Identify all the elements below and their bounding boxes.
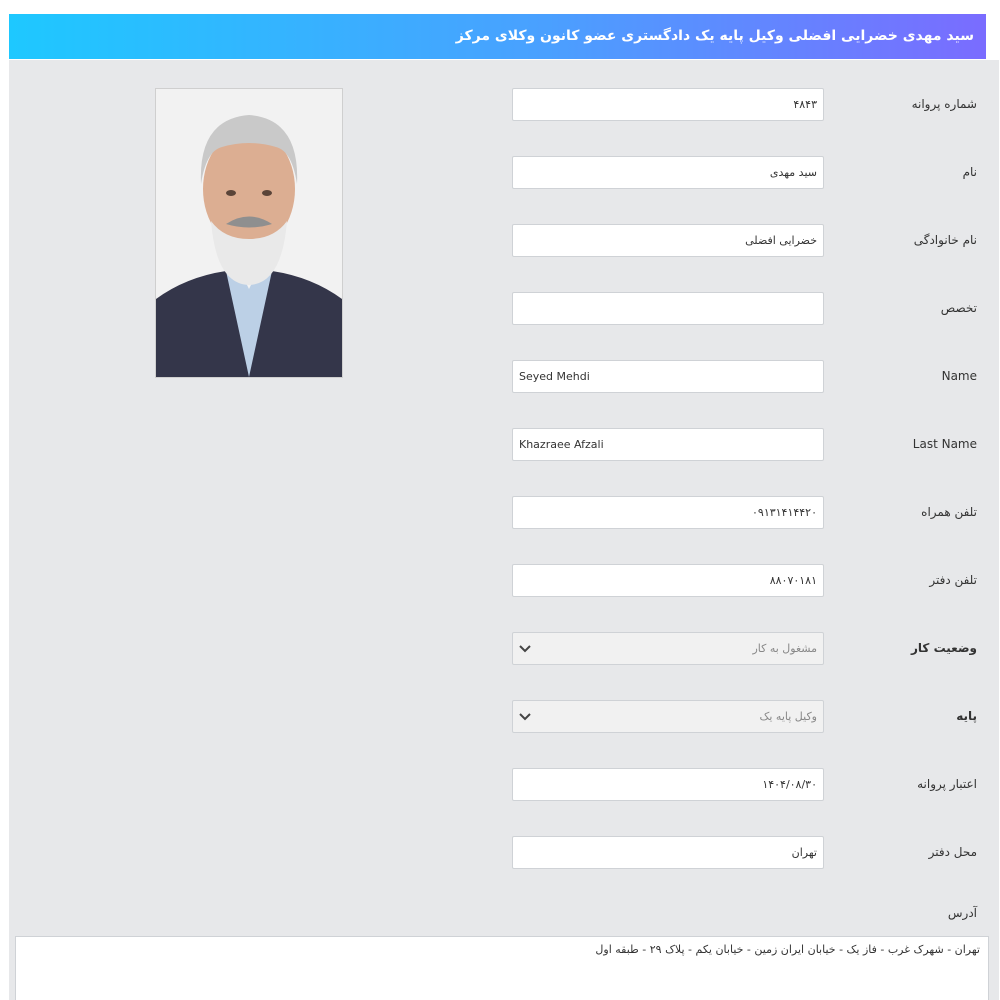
specialty-field[interactable]: [512, 292, 824, 325]
work-status-row: [9, 632, 999, 665]
address-textarea[interactable]: تهران - شهرک غرب - فاز یک - خیابان ایران زمین - خیابان یکم - پلاک ۲۹ - طبقه اول: [15, 936, 989, 1000]
name-en-field[interactable]: Seyed Mehdi: [512, 360, 824, 393]
grade-value: وکیل پایه یک: [759, 710, 817, 723]
last-name-label: نام خانوادگی: [913, 233, 977, 247]
mobile-row: [9, 496, 999, 529]
last-name-en-row: [9, 428, 999, 461]
name-en-label: Name: [941, 369, 977, 383]
last-name-en-field[interactable]: Khazraee Afzali: [512, 428, 824, 461]
license-validity-label: اعتبار پروانه: [917, 777, 977, 791]
work-status-label: وضعیت کار: [911, 641, 977, 655]
office-phone-label: تلفن دفتر: [929, 573, 977, 587]
license-number-label: شماره پروانه: [911, 97, 977, 111]
specialty-row: [9, 292, 999, 325]
specialty-label: تخصص: [940, 301, 977, 315]
office-location-label: محل دفتر: [928, 845, 977, 859]
office-phone-row: [9, 564, 999, 597]
page-title: سید مهدی خضرایی افضلی وکیل پایه یک دادگستری عضو کانون وکلای مرکز: [9, 14, 986, 59]
last-name-row: [9, 224, 999, 257]
office-phone-field[interactable]: ۸۸۰۷۰۱۸۱: [512, 564, 824, 597]
office-location-field[interactable]: تهران: [512, 836, 824, 869]
mobile-field[interactable]: ۰۹۱۳۱۴۱۴۴۲۰: [512, 496, 824, 529]
work-status-select[interactable]: [512, 632, 824, 665]
first-name-label: نام: [962, 165, 977, 179]
first-name-field[interactable]: سید مهدی: [512, 156, 824, 189]
grade-label: پایه: [956, 709, 977, 723]
office-location-row: [9, 836, 999, 869]
first-name-row: [9, 156, 999, 189]
grade-select[interactable]: [512, 700, 824, 733]
profile-form: [9, 60, 999, 1000]
chevron-down-icon: [519, 701, 531, 732]
last-name-en-label: Last Name: [912, 437, 977, 451]
mobile-label: تلفن همراه: [921, 505, 977, 519]
license-validity-field[interactable]: ۱۴۰۴/۰۸/۳۰: [512, 768, 824, 801]
work-status-value: مشغول به کار: [752, 642, 817, 655]
license-number-field[interactable]: ۴۸۴۳: [512, 88, 824, 121]
license-validity-row: [9, 768, 999, 801]
last-name-field[interactable]: خضرایی افضلی: [512, 224, 824, 257]
address-label: آدرس: [947, 906, 977, 920]
grade-row: [9, 700, 999, 733]
name-en-row: [9, 360, 999, 393]
chevron-down-icon: [519, 633, 531, 664]
license-number-row: [9, 88, 999, 121]
